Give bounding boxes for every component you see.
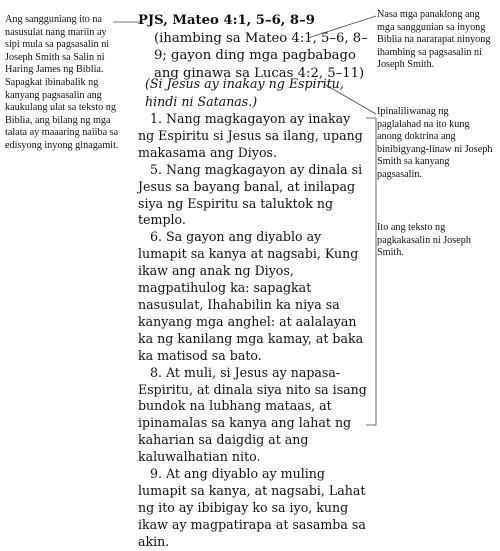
verse-8: 8. At muli, si Jesus ay napasa-Espiritu, at dinala siya nito sa isang bundok na lubhang mataas, at ipinamalas sa kanya ang lahat ng kaharian sa daigdig at ang kaluwalhatian nito.	[138, 364, 367, 465]
verse-9: 9. At ang diyablo ay muling lumapit sa kanya, at nagsabi, Lahat ng ito ay ibibigay ko sa iyo, kung ikaw ay magpatirapa at sasamba sa akin.	[138, 466, 366, 549]
jst-reference: PJS, Mateo 4:1, 5–6, 8–9	[138, 13, 315, 28]
margin-note-source: Ang sangguniang ito na nasusulat nang mariin ay sipi mula sa pagsasalin ni Joseph Smith sa Salin ni Haring James ng Biblia. Sapagkat ibinabalik ng kanyang pagsasalin ang kaukulang ulat sa teksto ng Biblia, ang bilang ng mga talata ay maaaring naiiba sa edisyong inyong ginagamit.	[5, 14, 119, 151]
margin-note-text: Ito ang teksto ng pagkakasalin ni Joseph Smith.	[377, 222, 471, 259]
margin-note-references: Nasa mga panaklong ang mga sanggunian sa inyong Biblia na nararapat ninyong ihambing sa pagsasalin ni Joseph Smith.	[377, 9, 491, 71]
verse-list	[138, 111, 370, 551]
chapter-summary: (Si Jesus ay inakay ng Espiritu, hindi ni Satanas.)	[145, 76, 344, 109]
verse-1: 1. Nang magkagayon ay inakay ng Espiritu si Jesus sa ilang, upang makasama ang Diyos.	[138, 111, 363, 160]
scripture-heading	[138, 12, 370, 82]
margin-note-summary: Ipinaliliwanag ng paglalahad na ito kung anong doktrina ang binibigyang-linaw ni Joseph Smith sa kanyang pagsasalin.	[377, 106, 493, 180]
comparison-references: (ihambing sa Mateo 4:1, 5–6, 8–9; gayon ding mga pagbabago ang ginawa sa Lucas 4:2, 5–11)	[154, 30, 368, 81]
verse-5: 5. Nang magkagayon ay dinala si Jesus sa bayang banal, at inilapag siya ng Espiritu sa taluktok ng templo.	[138, 161, 363, 228]
verse-6: 6. Sa gayon ang diyablo ay lumapit sa kanya at nagsabi, Kung ikaw ang anak ng Diyos, magpatihulog ka: sapagkat nasusulat, Ihahabilin ka niya sa kanyang mga anghel: at aalalayan ka ng kanilang mga kamay, at baka ka matisod sa bato.	[138, 229, 364, 363]
